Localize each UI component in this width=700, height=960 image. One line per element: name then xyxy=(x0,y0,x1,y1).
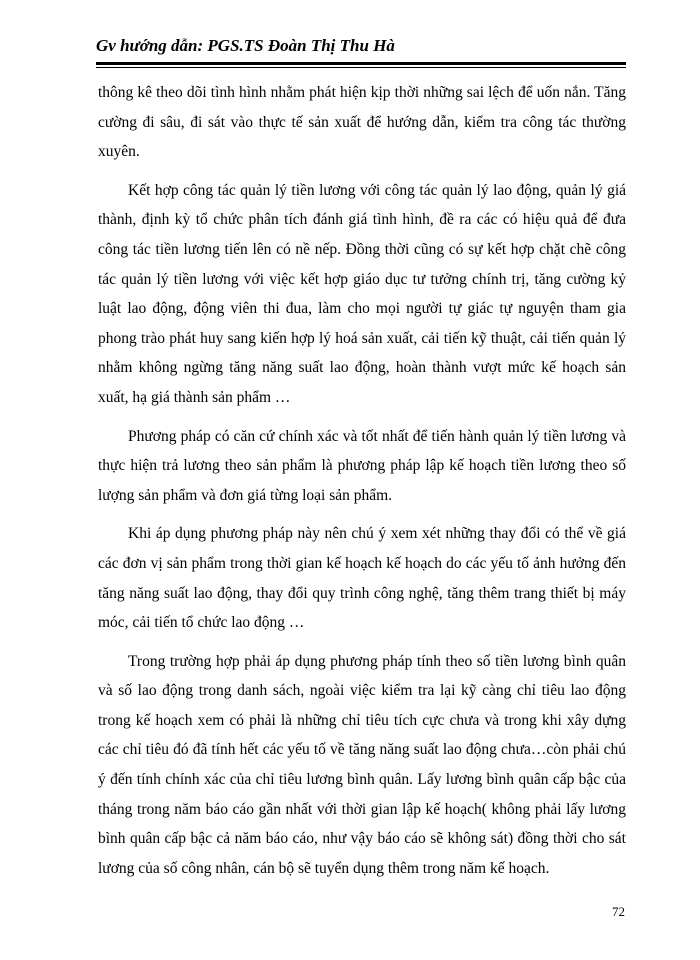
header-rule-thick xyxy=(96,62,626,65)
paragraph-5: Trong trường hợp phải áp dụng phương pháp tính theo số tiền lương bình quân và số lao động trong danh sách, ngoài việc kiểm tra lại kỹ càng chỉ tiêu lao động trong kế hoạch xem có phải là những chỉ tiêu tích cực chưa và trong khi xây dựng các chỉ tiêu đó đã tính hết các yếu tố về tăng năng suất lao động chưa…còn phải chú ý đến tính chính xác của chỉ tiêu lương bình quân. Lấy lương bình quân cấp bậc của tháng trong năm báo cáo gần nhất với thời gian lập kế hoạch( không phải lấy lương bình quân cấp bậc cả năm báo cáo, như vậy báo cáo sẽ không sát) đồng thời cho sát lương của số công nhân, cán bộ sẽ tuyển dụng thêm trong năm kế hoạch. xyxy=(98,652,626,877)
page-header xyxy=(96,36,626,68)
paragraph-2: Kết hợp công tác quản lý tiền lương với công tác quản lý lao động, quản lý giá thành, định kỳ tổ chức phân tích đánh giá tình hình, đề ra các có hiệu quả để đưa công tác tiền lương tiến lên có nề nếp. Đồng thời cũng có sự kết hợp chặt chẽ công tác quản lý tiền lương với việc kết hợp giáo dục tư tưởng chính trị, tăng cường kỷ luật lao động, động viên thi đua, làm cho mọi người tự giác tự nguyện tham gia phong trào phát huy sang kiến hợp lý hoá sản xuất, cải tiến kỹ thuật, cải tiến quản lý nhằm không ngừng tăng năng suất lao động, hoàn thành vượt mức kế hoạch sản xuất, hạ giá thành sản phẩm … xyxy=(98,181,626,406)
header-rule-thin xyxy=(96,67,626,68)
paragraph-1: thông kê theo dõi tình hình nhằm phát hiện kịp thời những sai lệch để uốn nắn. Tăng cường đi sâu, đi sát vào thực tế sản xuất để hướng dẫn, kiểm tra công tác thường xuyên. xyxy=(98,84,626,161)
page-number: 72 xyxy=(612,904,625,919)
header-title: Gv hướng dẫn: PGS.TS Đoàn Thị Thu Hà xyxy=(96,36,395,55)
paragraph-4: Khi áp dụng phương pháp này nên chú ý xem xét những thay đổi có thể về giá các đơn vị sản phẩm trong thời gian kế hoạch kế hoạch do các yếu tố ảnh hưởng đến tăng năng suất lao động, thay đổi quy trình công nghệ, tăng thêm trang thiết bị máy móc, cải tiến tổ chức lao động … xyxy=(98,525,626,632)
document-body xyxy=(98,78,626,892)
paragraph-3: Phương pháp có căn cứ chính xác và tốt nhất để tiến hành quản lý tiền lương và thực hiện trả lương theo sản phẩm là phương pháp lập kế hoạch tiền lương theo số lượng sản phẩm và đơn giá từng loại sản phẩm. xyxy=(98,427,626,504)
